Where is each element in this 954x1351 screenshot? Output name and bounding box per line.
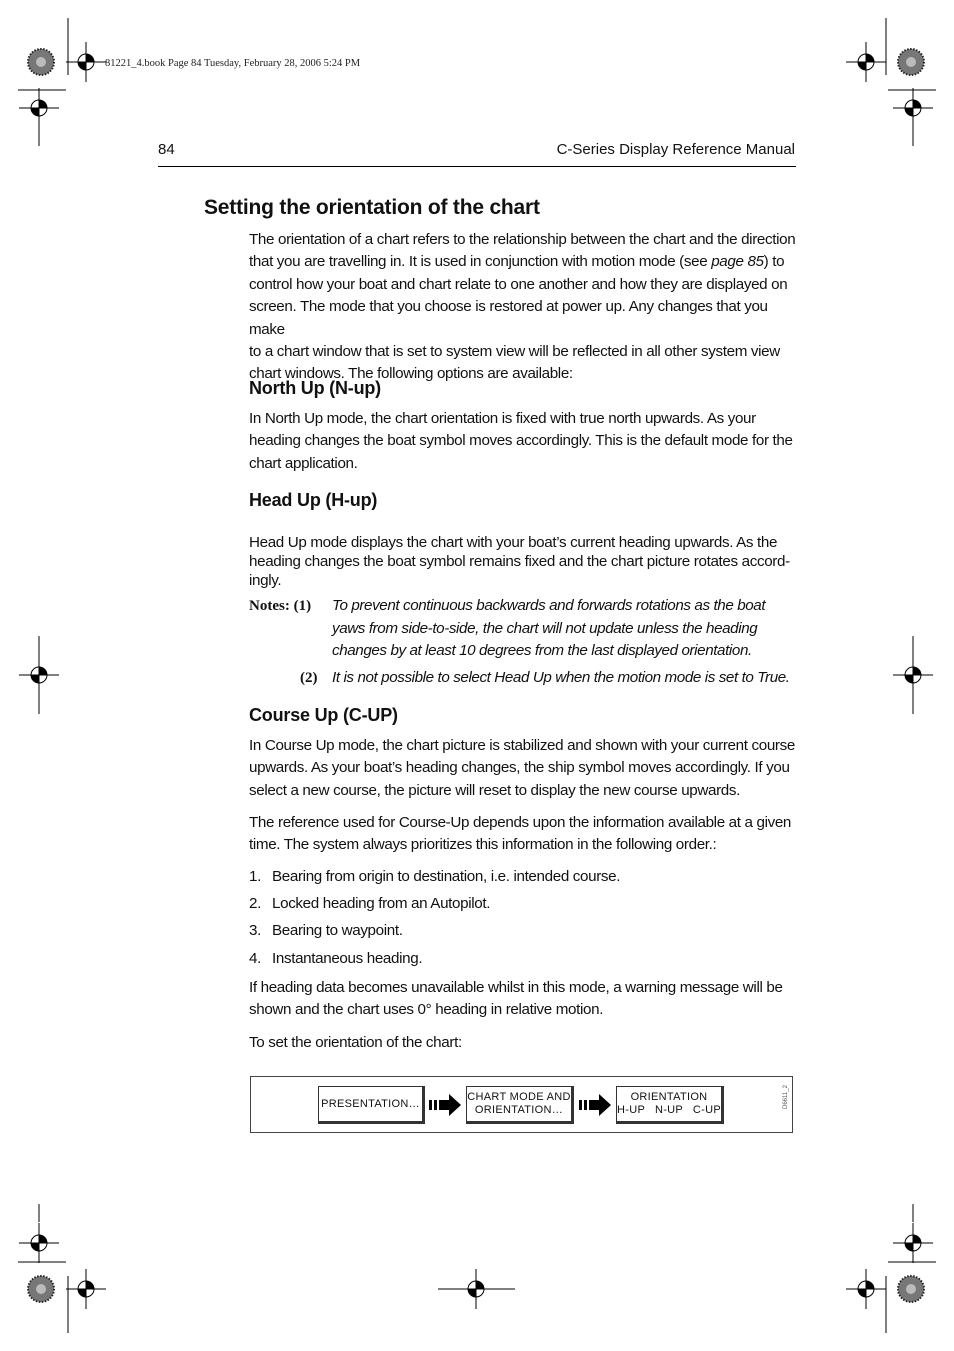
- header-rule: [158, 166, 796, 167]
- text-line: The reference used for Course-Up depends upon the information available at a given: [249, 814, 792, 831]
- menu-flow-diagram: [250, 1076, 793, 1133]
- text-line: chart windows. The following options are available:: [249, 365, 573, 383]
- north-up-paragraph: [249, 408, 797, 475]
- text-line: that you are travelling in. It is used in conjunction with motion mode (see page 85) to: [249, 253, 785, 271]
- text-line: The orientation of a chart refers to the relationship between the chart and the direction: [249, 231, 796, 248]
- notes-label: Notes: (1): [249, 598, 312, 614]
- course-up-reference-paragraph: [249, 812, 797, 857]
- arrow-right-icon: [579, 1094, 613, 1116]
- text-line: chart application.: [249, 454, 358, 472]
- text-line: select a new course, the picture will reset to display the new course upwards.: [249, 781, 741, 799]
- text-line: changes by at least 10 degrees from the last displayed orientation.: [332, 642, 752, 660]
- chart-mode-orientation-softkey[interactable]: CHART MODE AND ORIENTATION…: [466, 1086, 574, 1124]
- presentation-softkey[interactable]: PRESENTATION…: [318, 1086, 425, 1124]
- page-link[interactable]: page 85: [711, 253, 764, 271]
- text-line: upwards. As your boat’s heading changes, the ship symbol moves accordingly. If you: [249, 759, 790, 777]
- head-up-paragraph: [249, 533, 797, 590]
- text-line: Head Up mode displays the chart with your boat’s current heading upwards. As the: [249, 534, 778, 551]
- list-item: 2. Locked heading from an Autopilot.: [249, 895, 491, 912]
- warning-paragraph: [249, 977, 797, 1022]
- text-line: heading changes the boat symbol moves accordingly. This is the default mode for the: [249, 432, 793, 450]
- list-item: 4. Instantaneous heading.: [249, 950, 423, 967]
- print-info: 81221_4.book Page 84 Tuesday, February 28, 2006 5:24 PM: [105, 58, 361, 69]
- text-line: ingly.: [249, 572, 282, 589]
- note-2: It is not possible to select Head Up when the motion mode is set to True.: [332, 669, 790, 686]
- orientation-softkey[interactable]: ORIENTATION H-UP N-UP C-UP: [616, 1086, 724, 1124]
- text-line: heading changes the boat symbol remains fixed and the chart picture rotates accord-: [249, 553, 790, 570]
- instruction-text: To set the orientation of the chart:: [249, 1034, 462, 1051]
- note-2-number: (2): [300, 670, 318, 686]
- manual-title: C-Series Display Reference Manual: [556, 141, 795, 158]
- text-line: time. The system always prioritizes this information in the following order.:: [249, 836, 717, 854]
- text-line: yaws from side-to-side, the chart will not update unless the heading: [332, 619, 758, 637]
- text-line: to a chart window that is set to system view will be reflected in all other system view: [249, 343, 780, 361]
- text-line: shown and the chart uses 0° heading in relative motion.: [249, 1001, 604, 1019]
- course-up-paragraph: [249, 735, 797, 802]
- note-1: [332, 595, 802, 663]
- text-line: To prevent continuous backwards and forwards rotations as the boat: [332, 597, 766, 614]
- text-line: control how your boat and chart relate to one another and how they are displayed on: [249, 275, 788, 293]
- text-line: If heading data becomes unavailable whilst in this mode, a warning message will be: [249, 979, 783, 996]
- arrow-right-icon: [429, 1094, 463, 1116]
- section-title: Setting the orientation of the chart: [204, 196, 540, 219]
- head-up-title: Head Up (H-up): [249, 490, 378, 510]
- figure-code: D6611_2: [783, 1085, 789, 1109]
- intro-paragraph: [249, 229, 797, 386]
- text-line: In Course Up mode, the chart picture is stabilized and shown with your current course: [249, 737, 795, 754]
- text-line: In North Up mode, the chart orientation is fixed with true north upwards. As your: [249, 410, 756, 427]
- page-number: 84: [158, 141, 175, 158]
- list-item: 1. Bearing from origin to destination, i.e. intended course.: [249, 868, 621, 885]
- course-up-title: Course Up (C-UP): [249, 705, 398, 725]
- text-line: screen. The mode that you choose is restored at power up. Any changes that you make: [249, 298, 768, 338]
- list-item: 3. Bearing to waypoint.: [249, 922, 403, 939]
- north-up-title: North Up (N-up): [249, 378, 381, 398]
